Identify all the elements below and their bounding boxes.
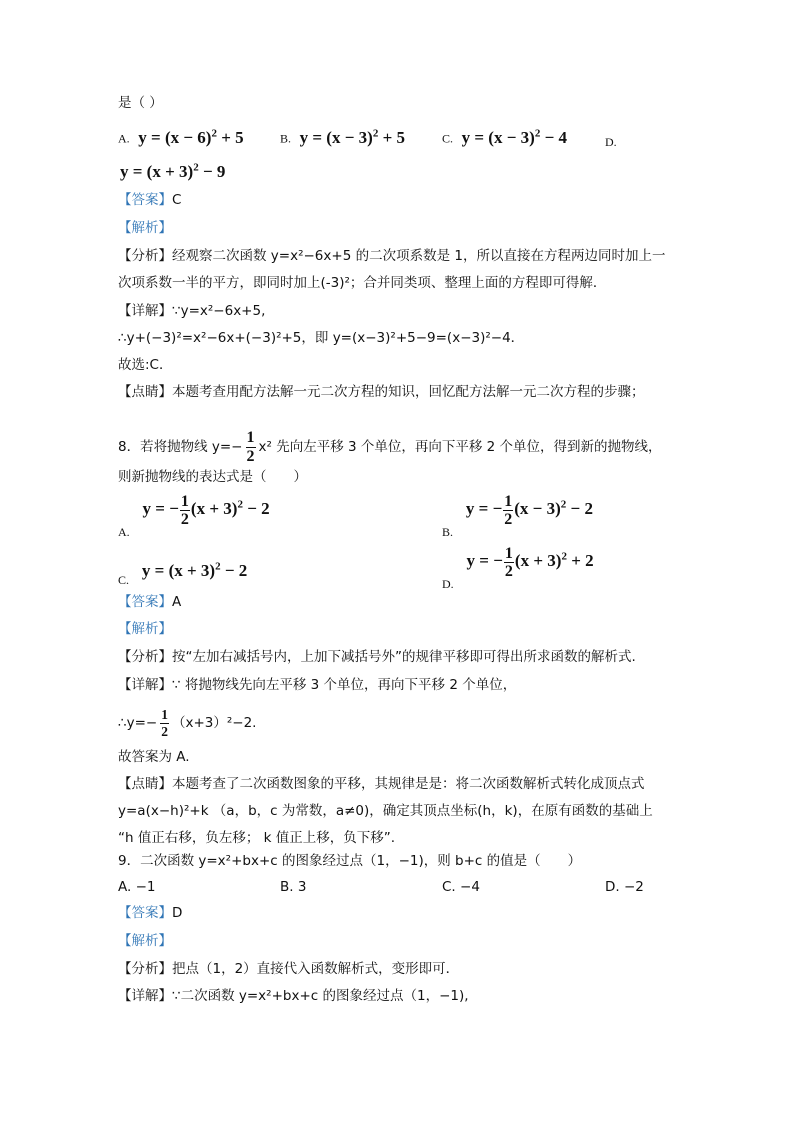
q8-answer: 【答案】A	[118, 594, 182, 610]
q9-jiexi-tag: 【解析】	[118, 933, 172, 949]
q8-stem-2: 则新抛物线的表达式是（ ）	[118, 469, 307, 485]
q9-answer: 【答案】D	[118, 905, 183, 921]
q8-option-a: A. y = − $\frac{1}{2}$ $(x + 3)^2 - 2$	[118, 493, 270, 540]
q7-xiangjie: 【详解】∵y=x²−6x+5,	[118, 303, 266, 319]
q7-dianjing: 【点睛】本题考查用配方法解一元二次方程的知识，回忆配方法解一元二次方程的步骤；	[118, 384, 645, 400]
q9-option-b: B. 3	[280, 879, 307, 895]
q9-option-d: D. −2	[605, 879, 644, 895]
q8-jiexi-tag: 【解析】	[118, 621, 172, 637]
q9-fenxi: 【分析】把点（1，2）直接代入函数解析式，变形即可．	[118, 961, 460, 977]
q8-option-d: D. y = − $\frac{1}{2}$ $(x + 3)^2 + 2$	[442, 545, 594, 592]
q7-guxuan: 故选:C．	[118, 357, 173, 373]
q7-fenxi: 【分析】经观察二次函数 y=x²−6x+5 的二次项系数是 1，所以直接在方程两边同时加上一	[118, 248, 666, 264]
q9-option-c: C. −4	[442, 879, 480, 895]
q8-dianjing-3: “h 值正右移，负左移； k 值正上移，负下移”.	[118, 830, 396, 846]
q9-xiangjie: 【详解】∵二次函数 y=x²+bx+c 的图象经过点（1，−1),	[118, 988, 469, 1004]
q7-option-c	[442, 127, 567, 148]
option-label: A.	[118, 131, 130, 146]
q8-stem-1: 8．若将抛物线 y=− $\frac{1}{2}$ x² 先向左平移 3 个单位，再向下平移 2 个单位，得到新的抛物线，	[118, 428, 662, 465]
q8-xiangjie-fraction: $\frac{1}{2}$	[161, 706, 168, 739]
q7-fenxi-2: 次项系数一半的平方，即同时加上(-3)²；合并同类项、整理上面的方程即可得解．	[118, 275, 607, 291]
option-expr: $y = (x - 6)^2 + 5$	[138, 127, 244, 147]
q8-dianjing-2: y=a(x−h)²+k （a，b，c 为常数，a≠0)，确定其顶点坐标(h，k)，在原有函数的基础上	[118, 803, 653, 819]
option-label: B.	[280, 131, 292, 146]
option-label: C.	[442, 131, 454, 146]
q7-option-a	[118, 127, 244, 148]
q7-xiangjie-2: ∴y+(−3)²=x²−6x+(−3)²+5，即 y=(x−3)²+5−9=(x−3)²−4．	[118, 330, 525, 346]
q7-jiexi-tag: 【解析】	[118, 220, 172, 236]
q8-fenxi: 【分析】按“左加右减括号内，上加下减括号外”的规律平移即可得出所求函数的解析式.	[118, 649, 636, 665]
q8-option-c: C. $y = (x + 3)^2 - 2$	[118, 560, 248, 587]
option-expr: $y = (x - 3)^2 - 4$	[461, 127, 567, 147]
q7-option-b	[280, 127, 405, 148]
q7-option-d-label: D.	[605, 135, 617, 149]
q7-stem-tail: 是（ ）	[118, 95, 163, 111]
q8-option-b: B. y = − $\frac{1}{2}$ $(x - 3)^2 - 2$	[442, 493, 593, 540]
q9-stem: 9．二次函数 y=x²+bx+c 的图象经过点（1，−1)，则 b+c 的值是（ ）	[118, 853, 582, 869]
q7-answer	[118, 191, 181, 209]
q8-xiangjie: 【详解】∵ 将抛物线先向左平移 3 个单位，再向下平移 2 个单位，	[118, 677, 517, 693]
q8-xiangjie-2: ∴y=− $\frac{1}{2}$ （x+3）²−2.	[118, 706, 257, 739]
q8-dianjing: 【点睛】本题考查了二次函数图象的平移，其规律是是：将二次函数解析式转化成顶点式	[118, 776, 645, 792]
q7-option-d-expr: $y = (x + 3)^2 - 9$	[120, 161, 226, 181]
q9-option-a: A. −1	[118, 879, 156, 895]
q8-guda: 故答案为 A.	[118, 749, 190, 765]
answer-tag: 【答案】	[118, 192, 172, 208]
answer-value: C	[172, 192, 182, 208]
q8-stem-fraction: $\frac{1}{2}$	[246, 428, 255, 465]
option-expr: $y = (x - 3)^2 + 5$	[299, 127, 405, 147]
